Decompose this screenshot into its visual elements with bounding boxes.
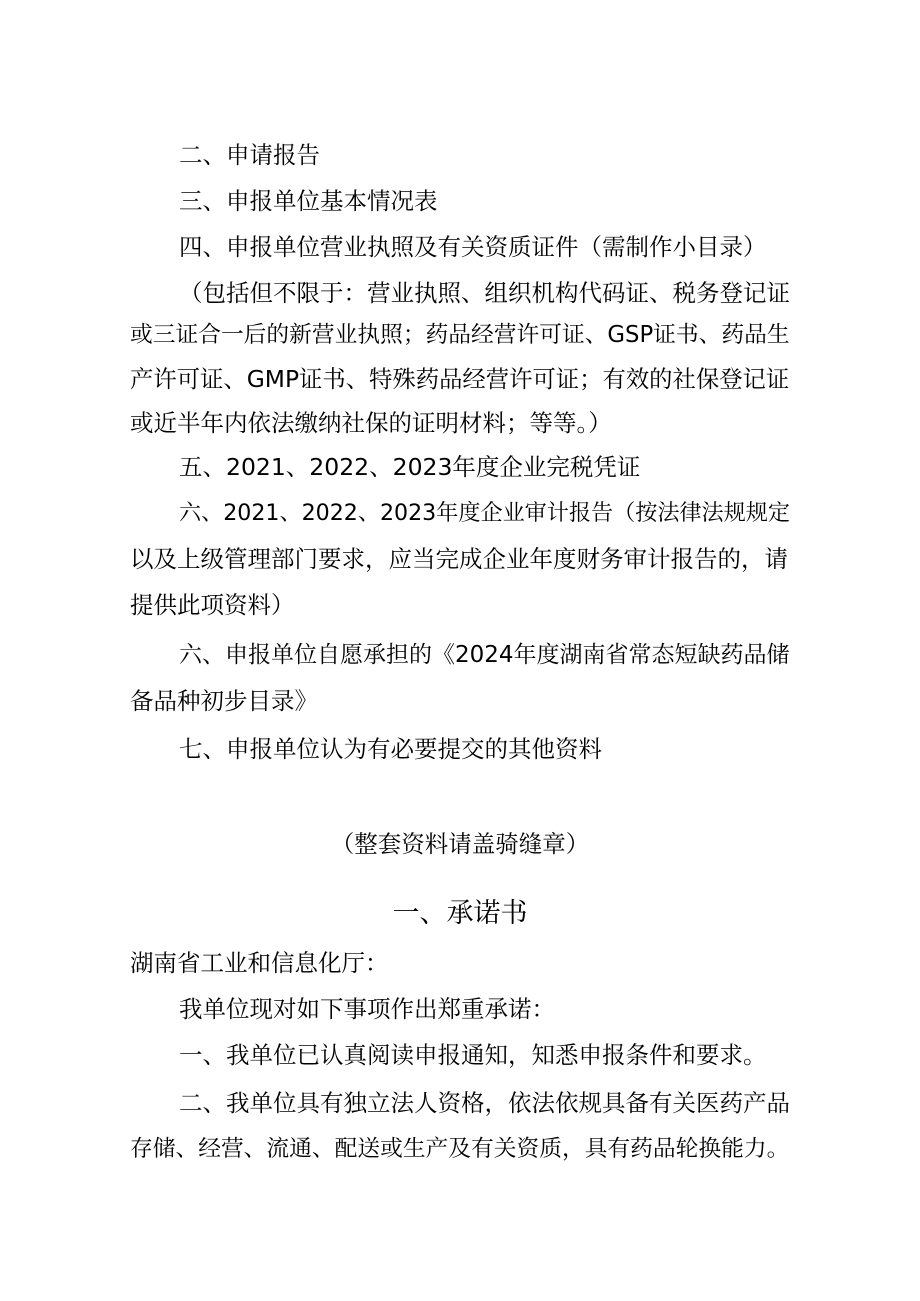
commitment-intro: 我单位现对如下事项作出郑重承诺： — [179, 995, 555, 1023]
list-item-7: 七、申报单位认为有必要提交的其他资料 — [179, 735, 602, 763]
seal-note: （整套资料请盖骑缝章） — [330, 830, 590, 858]
commitment-point-2-line: 存储、经营、流通、配送或生产及有关资质，具有药品轮换能力。 — [130, 1136, 790, 1162]
commitment-point-2-line: 二、我单位具有独立法人资格，依法依规具备有关医药产品 — [179, 1089, 790, 1117]
list-item-4-note-line: 产许可证、GMP证书、特殊药品经营许可证；有效的社保登记证 — [130, 365, 790, 393]
list-item-4-note-line: （包括但不限于：营业执照、组织机构代码证、税务登记证 — [179, 279, 790, 307]
commitment-point-1: 一、我单位已认真阅读申报通知，知悉申报条件和要求。 — [179, 1041, 767, 1069]
list-item-6a-line: 六、2021、2022、2023年度企业审计报告（按法律法规规定 — [179, 500, 790, 526]
list-item-6b-line: 备品种初步目录》 — [130, 687, 318, 715]
commitment-addressee: 湖南省工业和信息化厅： — [130, 949, 389, 977]
commitment-title: 一、承诺书 — [392, 898, 528, 929]
list-item-2: 二、申请报告 — [179, 141, 320, 169]
list-item-6a-line: 以及上级管理部门要求，应当完成企业年度财务审计报告的，请 — [130, 545, 788, 573]
list-item-3: 三、申报单位基本情况表 — [179, 187, 438, 215]
list-item-4-note-line: 或近半年内依法缴纳社保的证明材料；等等。） — [130, 409, 612, 437]
list-item-4-note-line: 或三证合一后的新营业执照；药品经营许可证、GSP证书、药品生 — [130, 322, 790, 348]
list-item-4: 四、申报单位营业执照及有关资质证件（需制作小目录） — [179, 233, 767, 261]
list-item-5: 五、2021、2022、2023年度企业完税凭证 — [179, 453, 641, 481]
list-item-6a-line: 提供此项资料） — [130, 591, 295, 619]
list-item-6b-line: 六、申报单位自愿承担的《2024年度湖南省常态短缺药品储 — [179, 642, 790, 668]
